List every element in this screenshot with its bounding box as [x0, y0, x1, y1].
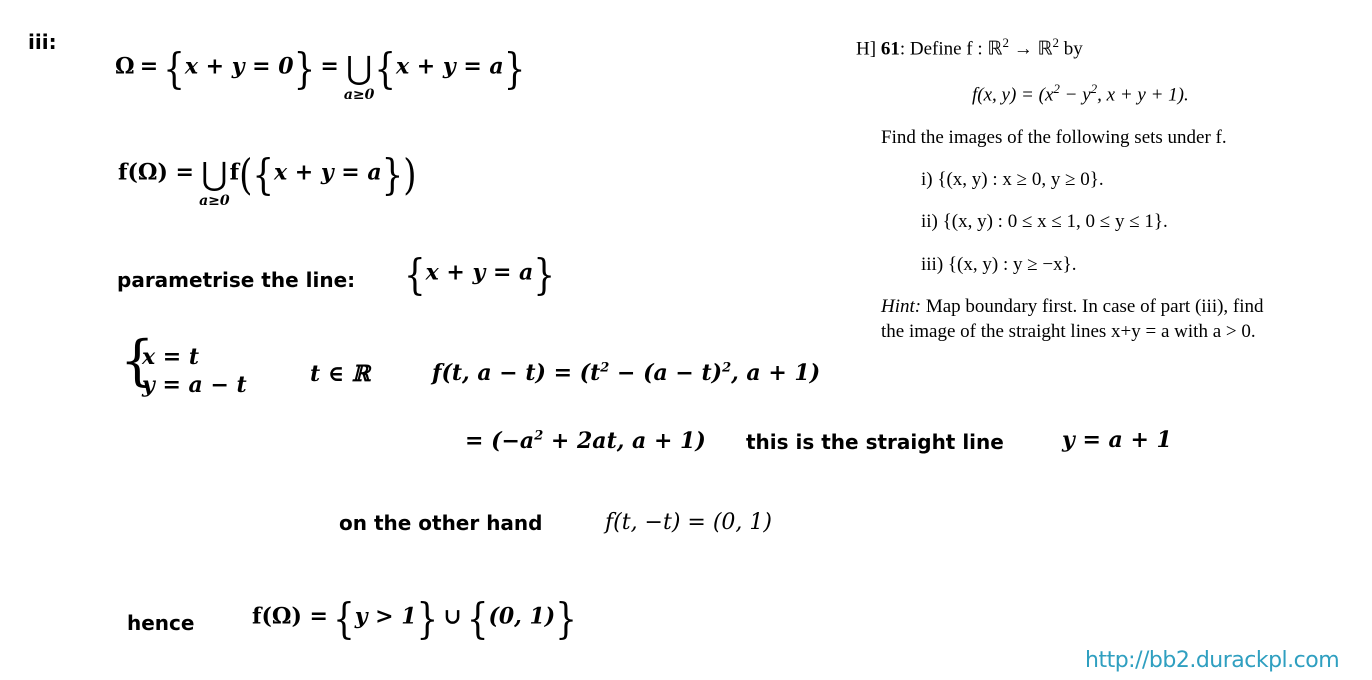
left-paren-icon: (	[239, 150, 253, 200]
param-set	[404, 250, 555, 300]
function-formula	[972, 81, 1189, 106]
cup-symbol: ∪	[443, 603, 462, 630]
left-brace-icon: {	[163, 44, 185, 94]
system-line-2: y = a − t	[142, 372, 247, 398]
final-lhs: f(Ω) =	[252, 603, 328, 630]
right-brace-icon: }	[503, 44, 526, 94]
param-set-text: x + y = a	[425, 259, 534, 286]
union-subscript: a≥0	[343, 87, 375, 103]
intro-mid: → ℝ	[1008, 38, 1053, 60]
intro-exp2: 2	[1052, 35, 1060, 50]
set-x-plus-y-a: x + y = a	[273, 159, 382, 186]
omega-symbol: Ω	[115, 53, 135, 80]
item-iii: iii) {(x, y) : y ≥ −x}.	[921, 254, 1077, 275]
item-i: i) {(x, y) : x ≥ 0, y ≥ 0}.	[921, 169, 1104, 190]
image-exp: 2	[600, 360, 610, 376]
other-hand-label: on the other hand	[339, 511, 543, 535]
formula-end: , x + y + 1).	[1097, 84, 1189, 106]
hint-line-2: the image of the straight lines x+y = a with a > 0.	[881, 321, 1256, 342]
simplified-image	[465, 428, 706, 454]
rhs-exp: 2	[534, 428, 544, 444]
problem-header	[856, 35, 1083, 60]
straight-line-eq: y = a + 1	[1062, 427, 1172, 453]
hint-line-1	[881, 296, 1264, 318]
formula-exp2: 2	[1090, 81, 1098, 96]
left-brace-icon: {	[333, 594, 355, 644]
hint-text-1: Map boundary first. In case of part (iii), find	[921, 296, 1264, 317]
right-brace-icon: }	[293, 44, 316, 94]
parametrise-label: parametrise the line:	[117, 268, 356, 292]
right-brace-icon: }	[416, 594, 439, 644]
problem-prefix: H]	[856, 38, 877, 60]
left-brace-icon: {	[252, 150, 274, 200]
intro-exp1: 2	[1002, 35, 1009, 50]
image-expression	[432, 360, 820, 386]
f-symbol: f	[229, 159, 240, 186]
system-line-1: x = t	[142, 344, 200, 370]
equation-omega: Ω = {x + y = 0} = ⋃ a≥0{x + y = a}	[115, 44, 526, 103]
equals-sign: =	[139, 53, 159, 80]
set-point-0-1: (0, 1)	[488, 603, 556, 630]
hint-label: Hint:	[881, 296, 922, 317]
right-brace-icon: }	[533, 250, 555, 300]
formula-mid: − y	[1059, 84, 1091, 106]
straight-line-label: this is the straight line	[746, 430, 1004, 454]
union-operator: ⋃ a≥0	[199, 155, 230, 209]
image-lhs: f(t, a − t) = (t	[432, 360, 601, 386]
rhs-pre: = (−a	[465, 428, 535, 454]
right-paren-icon: )	[403, 150, 417, 200]
right-brace-icon: }	[555, 594, 577, 644]
formula-pre: f(x, y) = (x	[972, 84, 1054, 106]
f-omega-lhs: f(Ω) =	[118, 159, 194, 186]
left-brace-icon: {	[374, 44, 397, 94]
image-mid: − (a − t)	[609, 360, 723, 386]
image-rhs: , a + 1)	[731, 360, 821, 386]
equation-f-omega	[118, 150, 417, 209]
final-result	[252, 594, 577, 644]
left-brace-icon: {	[404, 250, 426, 300]
right-brace-icon: }	[381, 150, 404, 200]
rhs-post: + 2at, a + 1)	[543, 428, 706, 454]
intro-end: by	[1059, 38, 1083, 60]
set-x-plus-y-0: x + y = 0	[184, 53, 294, 80]
formula-exp1: 2	[1053, 81, 1060, 96]
hence-label: hence	[127, 611, 195, 635]
part-label: iii:	[28, 30, 57, 54]
set-y-gt-1: y > 1	[354, 603, 417, 630]
left-brace-icon: {	[466, 594, 489, 644]
image-exp2: 2	[722, 360, 732, 376]
set-x-plus-y-a: x + y = a	[396, 53, 504, 80]
union-subscript: a≥0	[199, 193, 230, 209]
parameter-domain: t ∈ ℝ	[310, 361, 371, 387]
other-hand-expr: f(t, −t) = (0, 1)	[605, 510, 772, 535]
union-operator: ⋃ a≥0	[343, 49, 375, 103]
item-ii: ii) {(x, y) : 0 ≤ x ≤ 1, 0 ≤ y ≤ 1}.	[921, 211, 1168, 232]
problem-number: 61	[880, 38, 900, 60]
problem-intro: : Define f : ℝ	[899, 38, 1003, 60]
find-instruction: Find the images of the following sets under f.	[881, 127, 1227, 148]
watermark-link[interactable]: http://bb2.durackpl.com	[1085, 648, 1340, 673]
system-brace-icon: {	[120, 329, 155, 392]
